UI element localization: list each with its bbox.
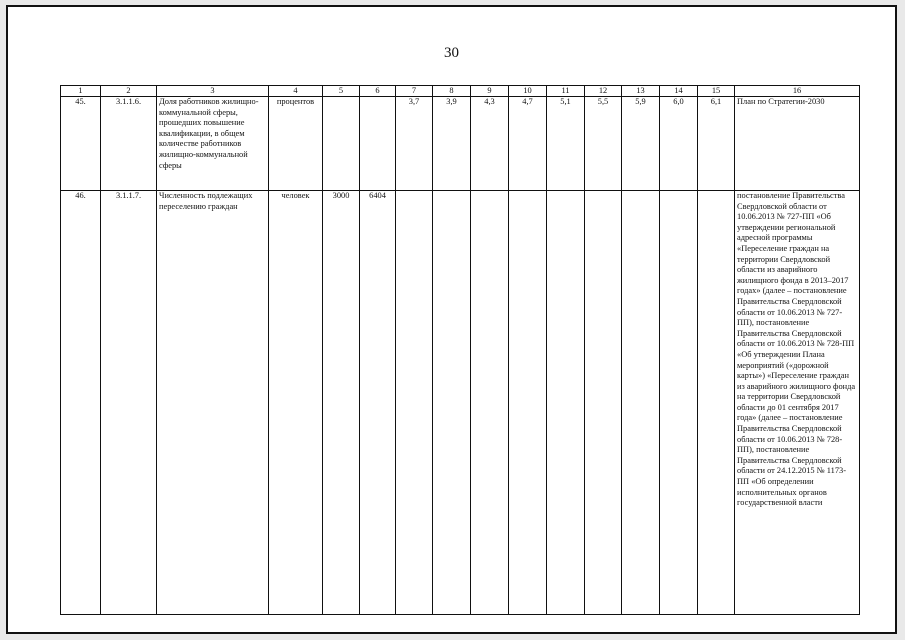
header-row — [61, 86, 860, 97]
value-cell — [433, 191, 471, 615]
source-cell: постановление Правительства Свердловской области от 10.06.2013 № 727-ПП «Об утверждении региональной адресной программы «Переселение граждан на территории Свердловской области из аварийного жилищного фонда в 2013–2017 годах» (далее – постановление Правительства Свердловской области от 10.06.2013 № 727-ПП), постановление Правительства Свердловской области от 10.06.2013 № 728-ПП «Об утверждении Плана мероприятий («дорожной карты») «Переселение граждан из аварийного жилищного фонда на территории Свердловской области до 01 сентября 2017 года» (далее – постановление Правительства Свердловской области от 10.06.2013 № 728-ПП), постановление Правительства Свердловской области от 24.12.2015 № 1173-ПП «Об определении исполнительных органов государственной власти — [735, 191, 860, 615]
row-number: 45. — [61, 97, 101, 191]
table-row — [61, 97, 860, 191]
value-cell: 5,9 — [622, 97, 660, 191]
header-cell: 5 — [323, 86, 360, 97]
indicator-code: 3.1.1.7. — [101, 191, 157, 615]
header-cell: 15 — [698, 86, 735, 97]
header-cell: 9 — [471, 86, 509, 97]
page-number: 30 — [444, 45, 459, 61]
value-cell — [509, 191, 547, 615]
header-cell: 7 — [396, 86, 433, 97]
indicator-name: Численность подлежащих переселению граждан — [157, 191, 269, 615]
value-cell — [660, 191, 698, 615]
document-page — [6, 5, 897, 634]
row-number: 46. — [61, 191, 101, 615]
value-cell: 3000 — [323, 191, 360, 615]
value-cell — [698, 191, 735, 615]
value-cell: 5,5 — [585, 97, 622, 191]
value-cell — [360, 97, 396, 191]
header-cell: 10 — [509, 86, 547, 97]
indicators-table — [60, 85, 860, 615]
header-cell: 3 — [157, 86, 269, 97]
header-cell: 4 — [269, 86, 323, 97]
value-cell: 4,3 — [471, 97, 509, 191]
value-cell: 6,1 — [698, 97, 735, 191]
value-cell — [585, 191, 622, 615]
header-cell: 11 — [547, 86, 585, 97]
unit-cell: человек — [269, 191, 323, 615]
value-cell — [547, 191, 585, 615]
value-cell: 5,1 — [547, 97, 585, 191]
value-cell: 3,7 — [396, 97, 433, 191]
header-cell: 12 — [585, 86, 622, 97]
value-cell: 6,0 — [660, 97, 698, 191]
value-cell — [622, 191, 660, 615]
value-cell — [396, 191, 433, 615]
value-cell: 3,9 — [433, 97, 471, 191]
value-cell: 6404 — [360, 191, 396, 615]
header-cell: 16 — [735, 86, 860, 97]
value-cell — [471, 191, 509, 615]
indicator-name: Доля работников жилищно-коммунальной сферы, прошедших повышение квалификации, в общем количестве работников жилищно-коммунальной сферы — [157, 97, 269, 191]
value-cell: 4,7 — [509, 97, 547, 191]
indicator-code: 3.1.1.6. — [101, 97, 157, 191]
header-cell: 2 — [101, 86, 157, 97]
header-cell: 6 — [360, 86, 396, 97]
header-cell: 14 — [660, 86, 698, 97]
header-cell: 8 — [433, 86, 471, 97]
unit-cell: процентов — [269, 97, 323, 191]
table-row — [61, 191, 860, 615]
header-cell: 1 — [61, 86, 101, 97]
header-cell: 13 — [622, 86, 660, 97]
value-cell — [323, 97, 360, 191]
source-cell: План по Стратегии-2030 — [735, 97, 860, 191]
